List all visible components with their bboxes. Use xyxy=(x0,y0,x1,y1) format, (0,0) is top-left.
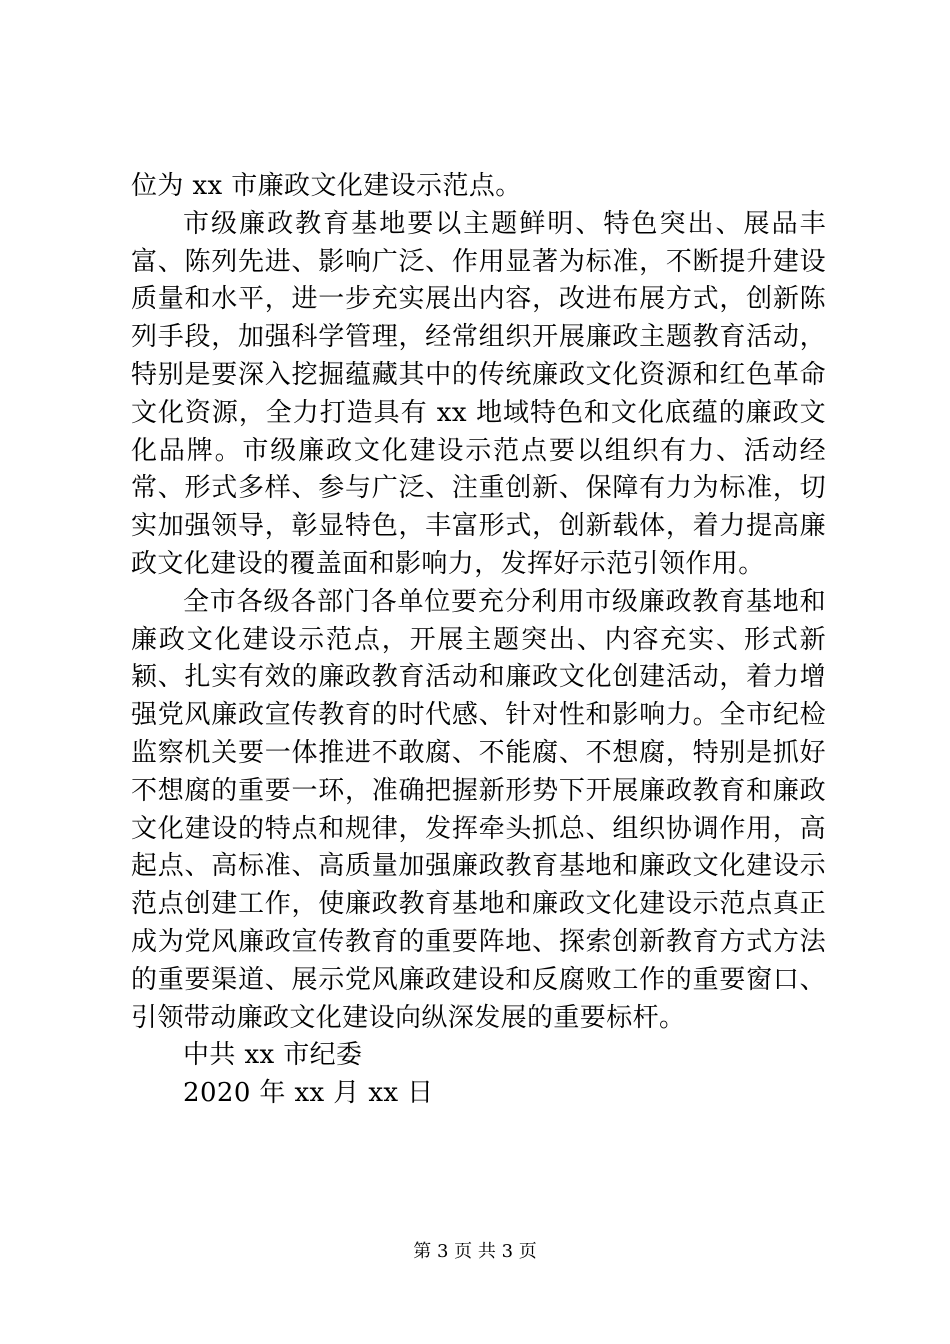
page-footer: 第 3 页 共 3 页 xyxy=(413,1241,537,1262)
paragraph-continuation: 位为 xx 市廉政文化建设示范点。 xyxy=(131,171,522,201)
signature-date: 2020 年 xx 月 xx 日 xyxy=(183,1078,434,1109)
signature-org: 中共 xx 市纪委 xyxy=(183,1040,363,1071)
document-body xyxy=(131,168,826,1113)
paragraph-all-units: 全市各级各部门各单位要充分利用市级廉政教育基地和廉政文化建设示范点，开展主题突出、内容充实、形式新颖、扎实有效的廉政教育活动和廉政文化创建活动，着力增强党风廉政宣传教育的时代感、针对性和影响力。全市纪检监察机关要一体推进不敢腐、不能腐、不想腐，特别是抓好不想腐的重要一环，准确把握新形势下开展廉政教育和廉政文化建设的特点和规律，发挥牵头抓总、组织协调作用，高起点、高标准、高质量加强廉政教育基地和廉政文化建设示范点创建工作，使廉政教育基地和廉政文化建设示范点真正成为党风廉政宣传教育的重要阵地、探索创新教育方式方法的重要渠道、展示党风廉政建设和反腐败工作的重要窗口、引领带动廉政文化建设向纵深发展的重要标杆。 xyxy=(131,586,826,1033)
paragraph-education-base: 市级廉政教育基地要以主题鲜明、特色突出、展品丰富、陈列先进、影响广泛、作用显著为标准，不断提升建设质量和水平，进一步充实展出内容，改进布展方式，创新陈列手段，加强科学管理，经常组织开展廉政主题教育活动，特别是要深入挖掘蕴藏其中的传统廉政文化资源和红色革命文化资源，全力打造具有 xx 地域特色和文化底蕴的廉政文化品牌。市级廉政文化建设示范点要以组织有力、活动经常、形式多样、参与广泛、注重创新、保障有力为标准，切实加强领导，彰显特色，丰富形式，创新载体，着力提高廉政文化建设的覆盖面和影响力，发挥好示范引领作用。 xyxy=(131,208,826,579)
